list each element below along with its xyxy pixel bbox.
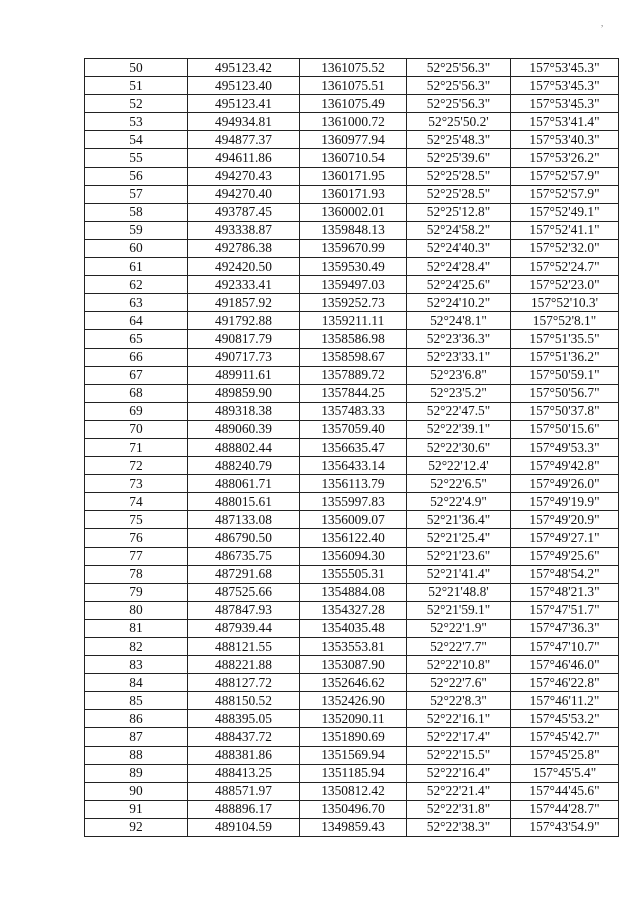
longitude-cell: 157°52'49.1" [511, 203, 619, 221]
y-coordinate-cell: 1359670.99 [300, 239, 407, 257]
latitude-cell: 52°22'47.5" [407, 402, 511, 420]
y-coordinate-cell: 1350812.42 [300, 782, 407, 800]
y-coordinate-cell: 1354035.48 [300, 619, 407, 637]
point-number-cell: 78 [85, 565, 188, 583]
y-coordinate-cell: 1349859.43 [300, 818, 407, 836]
longitude-cell: 157°49'42.8" [511, 457, 619, 475]
y-coordinate-cell: 1359497.03 [300, 276, 407, 294]
x-coordinate-cell: 494270.40 [188, 185, 300, 203]
y-coordinate-cell: 1360171.93 [300, 185, 407, 203]
longitude-cell: 157°51'35.5" [511, 330, 619, 348]
longitude-cell: 157°45'53.2" [511, 710, 619, 728]
y-coordinate-cell: 1355505.31 [300, 565, 407, 583]
table-row [85, 511, 619, 529]
y-coordinate-cell: 1360002.01 [300, 203, 407, 221]
point-number-cell: 77 [85, 547, 188, 565]
latitude-cell: 52°24'40.3" [407, 239, 511, 257]
longitude-cell: 157°52'57.9" [511, 167, 619, 185]
table-row [85, 710, 619, 728]
latitude-cell: 52°23'33.1" [407, 348, 511, 366]
latitude-cell: 52°23'5.2" [407, 384, 511, 402]
latitude-cell: 52°21'25.4" [407, 529, 511, 547]
table-row [85, 348, 619, 366]
latitude-cell: 52°24'58.2" [407, 221, 511, 239]
longitude-cell: 157°53'40.3" [511, 131, 619, 149]
y-coordinate-cell: 1359211.11 [300, 312, 407, 330]
point-number-cell: 54 [85, 131, 188, 149]
latitude-cell: 52°22'31.8" [407, 800, 511, 818]
y-coordinate-cell: 1356433.14 [300, 457, 407, 475]
latitude-cell: 52°25'28.5" [407, 167, 511, 185]
y-coordinate-cell: 1352090.11 [300, 710, 407, 728]
longitude-cell: 157°53'26.2" [511, 149, 619, 167]
table-row [85, 818, 619, 836]
latitude-cell: 52°25'28.5" [407, 185, 511, 203]
coordinate-table-body [85, 59, 619, 837]
x-coordinate-cell: 494877.37 [188, 131, 300, 149]
latitude-cell: 52°24'10.2" [407, 294, 511, 312]
point-number-cell: 61 [85, 258, 188, 276]
latitude-cell: 52°22'10.8" [407, 656, 511, 674]
point-number-cell: 73 [85, 475, 188, 493]
y-coordinate-cell: 1359848.13 [300, 221, 407, 239]
x-coordinate-cell: 488413.25 [188, 764, 300, 782]
longitude-cell: 157°52'23.0" [511, 276, 619, 294]
latitude-cell: 52°25'48.3" [407, 131, 511, 149]
latitude-cell: 52°22'6.5" [407, 475, 511, 493]
longitude-cell: 157°52'57.9" [511, 185, 619, 203]
x-coordinate-cell: 492786.38 [188, 239, 300, 257]
point-number-cell: 56 [85, 167, 188, 185]
longitude-cell: 157°50'59.1" [511, 366, 619, 384]
x-coordinate-cell: 488240.79 [188, 457, 300, 475]
latitude-cell: 52°22'30.6" [407, 438, 511, 456]
point-number-cell: 57 [85, 185, 188, 203]
latitude-cell: 52°23'6.8" [407, 366, 511, 384]
x-coordinate-cell: 492333.41 [188, 276, 300, 294]
x-coordinate-cell: 486735.75 [188, 547, 300, 565]
table-row [85, 438, 619, 456]
y-coordinate-cell: 1356094.30 [300, 547, 407, 565]
point-number-cell: 85 [85, 692, 188, 710]
x-coordinate-cell: 488121.55 [188, 638, 300, 656]
point-number-cell: 90 [85, 782, 188, 800]
x-coordinate-cell: 489911.61 [188, 366, 300, 384]
table-row [85, 764, 619, 782]
point-number-cell: 62 [85, 276, 188, 294]
table-row [85, 149, 619, 167]
page-mark: , [601, 18, 604, 28]
y-coordinate-cell: 1358598.67 [300, 348, 407, 366]
y-coordinate-cell: 1360977.94 [300, 131, 407, 149]
x-coordinate-cell: 493338.87 [188, 221, 300, 239]
x-coordinate-cell: 488437.72 [188, 728, 300, 746]
longitude-cell: 157°46'11.2" [511, 692, 619, 710]
table-row [85, 258, 619, 276]
x-coordinate-cell: 494611.86 [188, 149, 300, 167]
latitude-cell: 52°25'12.8" [407, 203, 511, 221]
y-coordinate-cell: 1352426.90 [300, 692, 407, 710]
table-row [85, 601, 619, 619]
point-number-cell: 91 [85, 800, 188, 818]
latitude-cell: 52°21'48.8' [407, 583, 511, 601]
latitude-cell: 52°22'1.9" [407, 619, 511, 637]
longitude-cell: 157°52'32.0" [511, 239, 619, 257]
longitude-cell: 157°44'28.7" [511, 800, 619, 818]
point-number-cell: 92 [85, 818, 188, 836]
point-number-cell: 84 [85, 674, 188, 692]
latitude-cell: 52°22'4.9" [407, 493, 511, 511]
table-row [85, 782, 619, 800]
point-number-cell: 88 [85, 746, 188, 764]
x-coordinate-cell: 487133.08 [188, 511, 300, 529]
point-number-cell: 51 [85, 77, 188, 95]
longitude-cell: 157°52'41.1" [511, 221, 619, 239]
latitude-cell: 52°25'50.2' [407, 113, 511, 131]
longitude-cell: 157°45'5.4" [511, 764, 619, 782]
point-number-cell: 67 [85, 366, 188, 384]
table-row [85, 330, 619, 348]
x-coordinate-cell: 489060.39 [188, 420, 300, 438]
latitude-cell: 52°25'56.3" [407, 77, 511, 95]
table-row [85, 113, 619, 131]
table-row [85, 619, 619, 637]
table-row [85, 457, 619, 475]
longitude-cell: 157°49'25.6" [511, 547, 619, 565]
y-coordinate-cell: 1356122.40 [300, 529, 407, 547]
point-number-cell: 69 [85, 402, 188, 420]
latitude-cell: 52°22'7.7" [407, 638, 511, 656]
latitude-cell: 52°22'7.6" [407, 674, 511, 692]
y-coordinate-cell: 1357483.33 [300, 402, 407, 420]
x-coordinate-cell: 488896.17 [188, 800, 300, 818]
latitude-cell: 52°22'17.4" [407, 728, 511, 746]
table-row [85, 746, 619, 764]
point-number-cell: 75 [85, 511, 188, 529]
x-coordinate-cell: 488221.88 [188, 656, 300, 674]
table-row [85, 203, 619, 221]
table-row [85, 221, 619, 239]
table-row [85, 800, 619, 818]
x-coordinate-cell: 488802.44 [188, 438, 300, 456]
x-coordinate-cell: 489104.59 [188, 818, 300, 836]
x-coordinate-cell: 488061.71 [188, 475, 300, 493]
longitude-cell: 157°43'54.9" [511, 818, 619, 836]
latitude-cell: 52°25'39.6" [407, 149, 511, 167]
y-coordinate-cell: 1361000.72 [300, 113, 407, 131]
point-number-cell: 52 [85, 95, 188, 113]
table-row [85, 493, 619, 511]
x-coordinate-cell: 487525.66 [188, 583, 300, 601]
longitude-cell: 157°52'24.7" [511, 258, 619, 276]
x-coordinate-cell: 489859.90 [188, 384, 300, 402]
latitude-cell: 52°25'56.3" [407, 95, 511, 113]
latitude-cell: 52°21'36.4" [407, 511, 511, 529]
longitude-cell: 157°49'53.3" [511, 438, 619, 456]
point-number-cell: 68 [85, 384, 188, 402]
table-row [85, 366, 619, 384]
longitude-cell: 157°53'41.4" [511, 113, 619, 131]
table-row [85, 294, 619, 312]
y-coordinate-cell: 1351185.94 [300, 764, 407, 782]
y-coordinate-cell: 1357059.40 [300, 420, 407, 438]
x-coordinate-cell: 488127.72 [188, 674, 300, 692]
latitude-cell: 52°24'25.6" [407, 276, 511, 294]
longitude-cell: 157°53'45.3" [511, 77, 619, 95]
table-row [85, 77, 619, 95]
point-number-cell: 80 [85, 601, 188, 619]
table-row [85, 656, 619, 674]
point-number-cell: 79 [85, 583, 188, 601]
y-coordinate-cell: 1357844.25 [300, 384, 407, 402]
y-coordinate-cell: 1350496.70 [300, 800, 407, 818]
table-row [85, 728, 619, 746]
coordinate-table [84, 58, 619, 837]
longitude-cell: 157°47'10.7" [511, 638, 619, 656]
y-coordinate-cell: 1351569.94 [300, 746, 407, 764]
x-coordinate-cell: 491857.92 [188, 294, 300, 312]
x-coordinate-cell: 487939.44 [188, 619, 300, 637]
point-number-cell: 64 [85, 312, 188, 330]
point-number-cell: 82 [85, 638, 188, 656]
point-number-cell: 50 [85, 59, 188, 77]
latitude-cell: 52°21'41.4" [407, 565, 511, 583]
point-number-cell: 53 [85, 113, 188, 131]
point-number-cell: 89 [85, 764, 188, 782]
x-coordinate-cell: 492420.50 [188, 258, 300, 276]
latitude-cell: 52°22'15.5" [407, 746, 511, 764]
x-coordinate-cell: 490717.73 [188, 348, 300, 366]
y-coordinate-cell: 1355997.83 [300, 493, 407, 511]
latitude-cell: 52°22'38.3" [407, 818, 511, 836]
longitude-cell: 157°52'10.3' [511, 294, 619, 312]
point-number-cell: 83 [85, 656, 188, 674]
latitude-cell: 52°23'36.3" [407, 330, 511, 348]
longitude-cell: 157°50'56.7" [511, 384, 619, 402]
point-number-cell: 66 [85, 348, 188, 366]
table-row [85, 529, 619, 547]
longitude-cell: 157°50'37.8" [511, 402, 619, 420]
point-number-cell: 60 [85, 239, 188, 257]
y-coordinate-cell: 1361075.49 [300, 95, 407, 113]
y-coordinate-cell: 1361075.52 [300, 59, 407, 77]
table-row [85, 312, 619, 330]
point-number-cell: 71 [85, 438, 188, 456]
longitude-cell: 157°52'8.1" [511, 312, 619, 330]
x-coordinate-cell: 495123.41 [188, 95, 300, 113]
y-coordinate-cell: 1358586.98 [300, 330, 407, 348]
x-coordinate-cell: 494934.81 [188, 113, 300, 131]
longitude-cell: 157°45'25.8" [511, 746, 619, 764]
x-coordinate-cell: 488381.86 [188, 746, 300, 764]
latitude-cell: 52°22'21.4" [407, 782, 511, 800]
longitude-cell: 157°47'51.7" [511, 601, 619, 619]
y-coordinate-cell: 1360710.54 [300, 149, 407, 167]
y-coordinate-cell: 1353087.90 [300, 656, 407, 674]
y-coordinate-cell: 1354327.28 [300, 601, 407, 619]
y-coordinate-cell: 1356635.47 [300, 438, 407, 456]
longitude-cell: 157°53'45.3" [511, 59, 619, 77]
table-row [85, 565, 619, 583]
y-coordinate-cell: 1356009.07 [300, 511, 407, 529]
y-coordinate-cell: 1351890.69 [300, 728, 407, 746]
y-coordinate-cell: 1352646.62 [300, 674, 407, 692]
longitude-cell: 157°49'26.0" [511, 475, 619, 493]
y-coordinate-cell: 1357889.72 [300, 366, 407, 384]
latitude-cell: 52°21'23.6" [407, 547, 511, 565]
point-number-cell: 59 [85, 221, 188, 239]
latitude-cell: 52°21'59.1" [407, 601, 511, 619]
point-number-cell: 76 [85, 529, 188, 547]
table-row [85, 547, 619, 565]
longitude-cell: 157°44'45.6" [511, 782, 619, 800]
longitude-cell: 157°51'36.2" [511, 348, 619, 366]
y-coordinate-cell: 1359252.73 [300, 294, 407, 312]
longitude-cell: 157°48'21.3" [511, 583, 619, 601]
x-coordinate-cell: 488015.61 [188, 493, 300, 511]
y-coordinate-cell: 1361075.51 [300, 77, 407, 95]
table-row [85, 384, 619, 402]
x-coordinate-cell: 487291.68 [188, 565, 300, 583]
point-number-cell: 55 [85, 149, 188, 167]
table-row [85, 402, 619, 420]
point-number-cell: 72 [85, 457, 188, 475]
x-coordinate-cell: 494270.43 [188, 167, 300, 185]
x-coordinate-cell: 489318.38 [188, 402, 300, 420]
latitude-cell: 52°22'12.4' [407, 457, 511, 475]
longitude-cell: 157°50'15.6" [511, 420, 619, 438]
table-row [85, 638, 619, 656]
x-coordinate-cell: 486790.50 [188, 529, 300, 547]
table-row [85, 583, 619, 601]
latitude-cell: 52°25'56.3" [407, 59, 511, 77]
latitude-cell: 52°22'16.1" [407, 710, 511, 728]
longitude-cell: 157°49'19.9" [511, 493, 619, 511]
x-coordinate-cell: 495123.42 [188, 59, 300, 77]
point-number-cell: 87 [85, 728, 188, 746]
x-coordinate-cell: 491792.88 [188, 312, 300, 330]
table-row [85, 692, 619, 710]
point-number-cell: 86 [85, 710, 188, 728]
point-number-cell: 74 [85, 493, 188, 511]
point-number-cell: 58 [85, 203, 188, 221]
x-coordinate-cell: 490817.79 [188, 330, 300, 348]
latitude-cell: 52°22'39.1" [407, 420, 511, 438]
latitude-cell: 52°22'8.3" [407, 692, 511, 710]
latitude-cell: 52°24'28.4" [407, 258, 511, 276]
y-coordinate-cell: 1353553.81 [300, 638, 407, 656]
point-number-cell: 63 [85, 294, 188, 312]
point-number-cell: 70 [85, 420, 188, 438]
y-coordinate-cell: 1356113.79 [300, 475, 407, 493]
x-coordinate-cell: 488395.05 [188, 710, 300, 728]
longitude-cell: 157°49'20.9" [511, 511, 619, 529]
table-row [85, 167, 619, 185]
longitude-cell: 157°48'54.2" [511, 565, 619, 583]
table-row [85, 95, 619, 113]
point-number-cell: 81 [85, 619, 188, 637]
table-row [85, 420, 619, 438]
longitude-cell: 157°46'22.8" [511, 674, 619, 692]
y-coordinate-cell: 1359530.49 [300, 258, 407, 276]
x-coordinate-cell: 487847.93 [188, 601, 300, 619]
latitude-cell: 52°22'16.4" [407, 764, 511, 782]
table-row [85, 131, 619, 149]
x-coordinate-cell: 495123.40 [188, 77, 300, 95]
x-coordinate-cell: 488571.97 [188, 782, 300, 800]
x-coordinate-cell: 488150.52 [188, 692, 300, 710]
y-coordinate-cell: 1360171.95 [300, 167, 407, 185]
table-row [85, 185, 619, 203]
longitude-cell: 157°46'46.0" [511, 656, 619, 674]
latitude-cell: 52°24'8.1" [407, 312, 511, 330]
longitude-cell: 157°45'42.7" [511, 728, 619, 746]
table-row [85, 674, 619, 692]
longitude-cell: 157°53'45.3" [511, 95, 619, 113]
y-coordinate-cell: 1354884.08 [300, 583, 407, 601]
table-row [85, 239, 619, 257]
point-number-cell: 65 [85, 330, 188, 348]
table-row [85, 276, 619, 294]
x-coordinate-cell: 493787.45 [188, 203, 300, 221]
longitude-cell: 157°47'36.3" [511, 619, 619, 637]
table-row [85, 475, 619, 493]
table-row [85, 59, 619, 77]
longitude-cell: 157°49'27.1" [511, 529, 619, 547]
